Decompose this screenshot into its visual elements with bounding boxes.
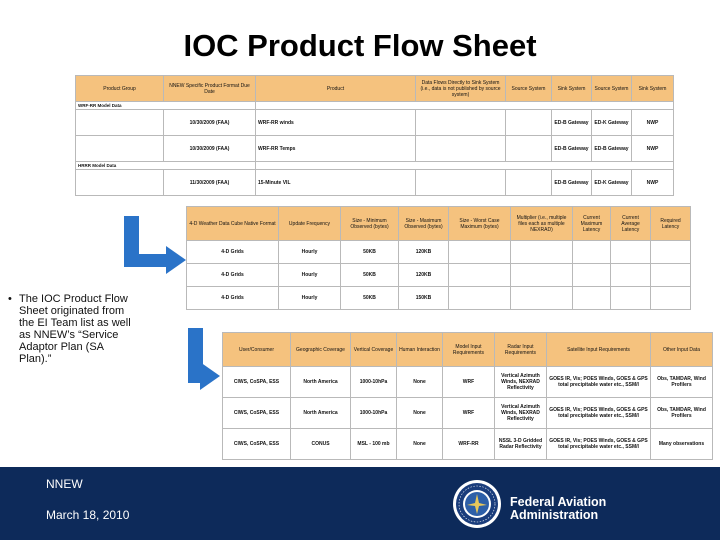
column-header: Sink System: [632, 76, 674, 102]
table-cell: [256, 162, 674, 170]
table-cell: Hourly: [279, 264, 341, 287]
table-cell: GOES IR, Vis; POES Winds, GOES & GPS total precipitable water etc., SSM/I: [547, 398, 651, 429]
table-cell: Vertical Azimuth Winds, NEXRAD Reflectivity: [495, 367, 547, 398]
table-cell: 50KB: [341, 287, 399, 310]
table-cell: [611, 241, 651, 264]
table-cell: GOES IR, Vis; POES Winds, GOES & GPS total precipitable water etc., SSM/I: [547, 367, 651, 398]
table-header-row: [76, 76, 674, 102]
table-row: [223, 367, 713, 398]
group-label: WRF-RR Model Data: [76, 102, 256, 110]
table-cell: WRF-RR: [443, 429, 495, 460]
column-header: Size - Minimum Observed (bytes): [341, 207, 399, 241]
table-cell: 150KB: [399, 287, 449, 310]
table-cell: [76, 136, 164, 162]
table-cell: 15-Minute VIL: [256, 170, 416, 196]
table-cell: CONUS: [291, 429, 351, 460]
data-format-table: [186, 206, 691, 310]
table-cell: 4-D Grids: [187, 241, 279, 264]
table-cell: MSL - 100 mb: [351, 429, 397, 460]
table-cell: [611, 287, 651, 310]
table-header-row: [187, 207, 691, 241]
column-header: NNEW Specific Product Format Due Date: [164, 76, 256, 102]
table-cell: ED-B Gateway: [552, 110, 592, 136]
column-header: User/Consumer: [223, 333, 291, 367]
table-cell: NWP: [632, 170, 674, 196]
table-cell: Hourly: [279, 287, 341, 310]
table-cell: [651, 264, 691, 287]
table-cell: [573, 264, 611, 287]
column-header: Product: [256, 76, 416, 102]
footer-date: March 18, 2010: [46, 508, 130, 522]
table-cell: None: [397, 398, 443, 429]
table-cell: WRF: [443, 398, 495, 429]
table-row: [76, 136, 674, 162]
group-row: [76, 162, 674, 170]
column-header: Required Latency: [651, 207, 691, 241]
table-cell: North America: [291, 398, 351, 429]
table-row: [187, 264, 691, 287]
table-row: [223, 429, 713, 460]
agency-name-line: Administration: [510, 508, 599, 522]
table-cell: 120KB: [399, 264, 449, 287]
table-cell: CIWS, CoSPA, ESS: [223, 367, 291, 398]
table-cell: [611, 264, 651, 287]
table-cell: 4-D Grids: [187, 264, 279, 287]
column-header: Source System: [592, 76, 632, 102]
table-cell: 50KB: [341, 241, 399, 264]
footer-bar: [0, 467, 720, 540]
column-header: Radar Input Requirements: [495, 333, 547, 367]
table-row: [223, 398, 713, 429]
column-header: Size - Worst Case Maximum (bytes): [449, 207, 511, 241]
table-cell: [256, 102, 674, 110]
table-cell: GOES IR, Vis; POES Winds, GOES & GPS total precipitable water etc., SSM/I: [547, 429, 651, 460]
column-header: Current Average Latency: [611, 207, 651, 241]
footer-org-label: NNEW: [46, 477, 83, 491]
table-cell: 120KB: [399, 241, 449, 264]
table-cell: ED-B Gateway: [552, 170, 592, 196]
table-cell: 10/30/2009 (FAA): [164, 136, 256, 162]
table-cell: NSSL 3-D Gridded Radar Reflectivity: [495, 429, 547, 460]
table-cell: [506, 170, 552, 196]
product-table: [75, 75, 674, 196]
table-cell: None: [397, 367, 443, 398]
table-cell: ED-B Gateway: [592, 136, 632, 162]
user-requirements-table: [222, 332, 713, 460]
table-cell: CIWS, CoSPA, ESS: [223, 398, 291, 429]
agency-name: [510, 496, 606, 522]
table-cell: [573, 287, 611, 310]
table-cell: ED-B Gateway: [552, 136, 592, 162]
column-header: Human Interaction: [397, 333, 443, 367]
table-row: [76, 110, 674, 136]
table-cell: [651, 241, 691, 264]
table-cell: NWP: [632, 110, 674, 136]
table-cell: 1000-10hPa: [351, 398, 397, 429]
table-cell: [416, 136, 506, 162]
table-row: [76, 170, 674, 196]
table-cell: [449, 241, 511, 264]
table-cell: Many observations: [651, 429, 713, 460]
table-cell: [416, 110, 506, 136]
column-header: Current Maximum Latency: [573, 207, 611, 241]
column-header: Satellite Input Requirements: [547, 333, 651, 367]
table-cell: [651, 287, 691, 310]
group-row: [76, 102, 674, 110]
column-header: Other Input Data: [651, 333, 713, 367]
slide-title: IOC Product Flow Sheet: [183, 28, 537, 63]
bullet-point: [8, 293, 136, 365]
faa-seal-icon: [452, 479, 502, 529]
column-header: Multiplier (i.e., multiple files each as multiple NEXRAD): [511, 207, 573, 241]
agency-name-line: Federal Aviation: [510, 495, 607, 509]
table-cell: [573, 241, 611, 264]
table-cell: [506, 136, 552, 162]
table-cell: NWP: [632, 136, 674, 162]
table-cell: [511, 264, 573, 287]
bullet-icon: •: [8, 293, 12, 305]
table-cell: [76, 110, 164, 136]
column-header: Geographic Coverage: [291, 333, 351, 367]
column-header: Size - Maximum Observed (bytes): [399, 207, 449, 241]
table-cell: Hourly: [279, 241, 341, 264]
table-cell: Vertical Azimuth Winds, NEXRAD Reflectivity: [495, 398, 547, 429]
table-cell: [511, 287, 573, 310]
table-cell: WRF: [443, 367, 495, 398]
column-header: Product Group: [76, 76, 164, 102]
column-header: Update Frequency: [279, 207, 341, 241]
table-cell: CIWS, CoSPA, ESS: [223, 429, 291, 460]
table-row: [187, 241, 691, 264]
column-header: Sink System: [552, 76, 592, 102]
table-cell: WRF-RR winds: [256, 110, 416, 136]
table-cell: WRF-RR Temps: [256, 136, 416, 162]
table-cell: [76, 170, 164, 196]
table-cell: [506, 110, 552, 136]
table-cell: None: [397, 429, 443, 460]
bullet-text: The IOC Product Flow Sheet originated from the EI Team list as well as NNEW’s “Service Adaptor Plan (SA Plan).”: [19, 293, 131, 365]
column-header: Data Flows Directly to Sink System (i.e., data is not published by source system): [416, 76, 506, 102]
table-cell: 11/30/2009 (FAA): [164, 170, 256, 196]
column-header: Source System: [506, 76, 552, 102]
table-cell: [416, 170, 506, 196]
column-header: 4-D Weather Data Cube Native Format: [187, 207, 279, 241]
table-cell: ED-K Gateway: [592, 170, 632, 196]
table-row: [187, 287, 691, 310]
table-cell: North America: [291, 367, 351, 398]
table-cell: ED-K Gateway: [592, 110, 632, 136]
table-cell: [449, 287, 511, 310]
table-cell: 4-D Grids: [187, 287, 279, 310]
table-header-row: [223, 333, 713, 367]
table-cell: [449, 264, 511, 287]
table-cell: 50KB: [341, 264, 399, 287]
table-cell: Obs, TAMDAR, Wind Profilers: [651, 398, 713, 429]
table-cell: 10/30/2009 (FAA): [164, 110, 256, 136]
table-cell: [511, 241, 573, 264]
table-cell: 1000-10hPa: [351, 367, 397, 398]
column-header: Model Input Requirements: [443, 333, 495, 367]
group-label: HRRR Model Data: [76, 162, 256, 170]
table-cell: Obs, TAMDAR, Wind Profilers: [651, 367, 713, 398]
column-header: Vertical Coverage: [351, 333, 397, 367]
